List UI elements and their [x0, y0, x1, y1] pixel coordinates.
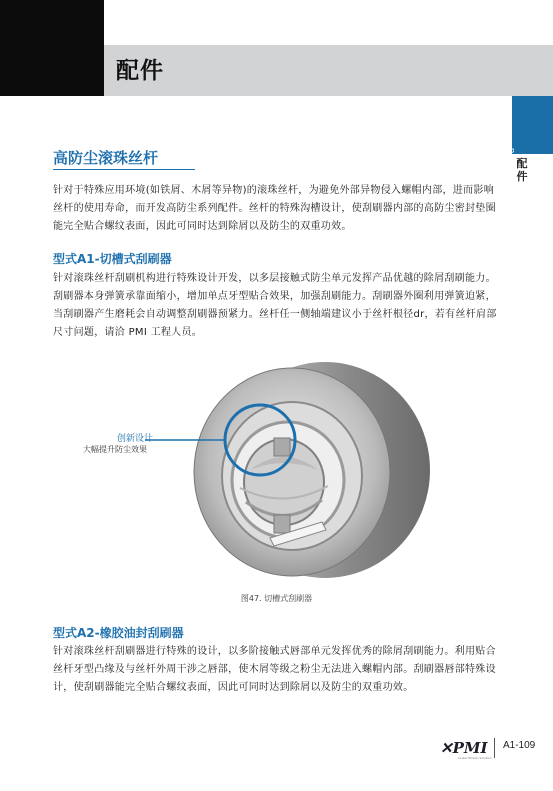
a1-paragraph: 针对滚珠丝杆刮刷机构进行特殊设计开发，以多层接触式防尘单元发挥产品优越的除屑刮刷能力。刮刷器本身弹簧承靠面缩小，增加单点牙型贴合效果，加强刮刷能力。刮刷器外圈利用弹簧迫紧，当刮刷器产生磨耗会自动调整刮刷器预紧力。丝杆任一侧轴端建议小于丝杆根径dr，若有丝杆肩部尺寸问题，请洽 PMI 工程人员。 [53, 273, 497, 338]
page-title: 配件 [116, 58, 164, 84]
pmi-logo: ✕PMI [440, 739, 488, 757]
page-number: A1-109 [503, 740, 536, 751]
figure-caption: 图47. 切槽式刮刷器 [240, 594, 313, 603]
footer-divider [494, 738, 495, 758]
section-title-underline [53, 169, 195, 170]
a2-heading: 型式A2-橡胶油封刮刷器 [53, 626, 184, 640]
side-tab-label: BALLSCREWS [506, 148, 515, 208]
callout-subtitle: 大幅提升防尘效果 [83, 445, 147, 454]
section-paragraph: 针对于特殊应用环境(如铁屑、木屑等异物)的滚珠丝杆，为避免外部异物侵入螺帽内部，进而影响丝杆的使用寿命，而开发高防尘系列配件。丝杆的特殊沟槽设计，使刮刷器内部的高防尘密封垫圈能完全贴合螺纹表面，因此可同时达到除屑以及防尘的双重功效。 [53, 185, 496, 232]
header-gray-band [104, 45, 553, 96]
side-tab [512, 96, 553, 154]
callout-title: 创新设计 [117, 434, 154, 444]
a2-paragraph: 针对滚珠丝杆刮刷器进行特殊的设计，以多阶接触式唇部单元发挥优秀的除屑刮刷能力。利用贴合丝杆牙型凸缘及与丝杆外周干涉之唇部，使木屑等级之粉尘无法进入螺帽内部。刮刷器唇部特殊设计，使刮刷器能完全贴合螺纹表面，因此可同时达到除屑以及防尘的双重功效。 [53, 646, 496, 693]
wiper-body [194, 362, 430, 578]
wiper-figure [60, 360, 480, 592]
a1-heading: 型式A1-切槽式刮刷器 [53, 252, 172, 266]
section-title: 高防尘滚珠丝杆 [53, 149, 159, 167]
side-vertical-label: 配件 [516, 157, 528, 183]
pmi-logo-subtitle: Linear Motion Solution [458, 756, 492, 760]
header-black-block [0, 0, 104, 96]
